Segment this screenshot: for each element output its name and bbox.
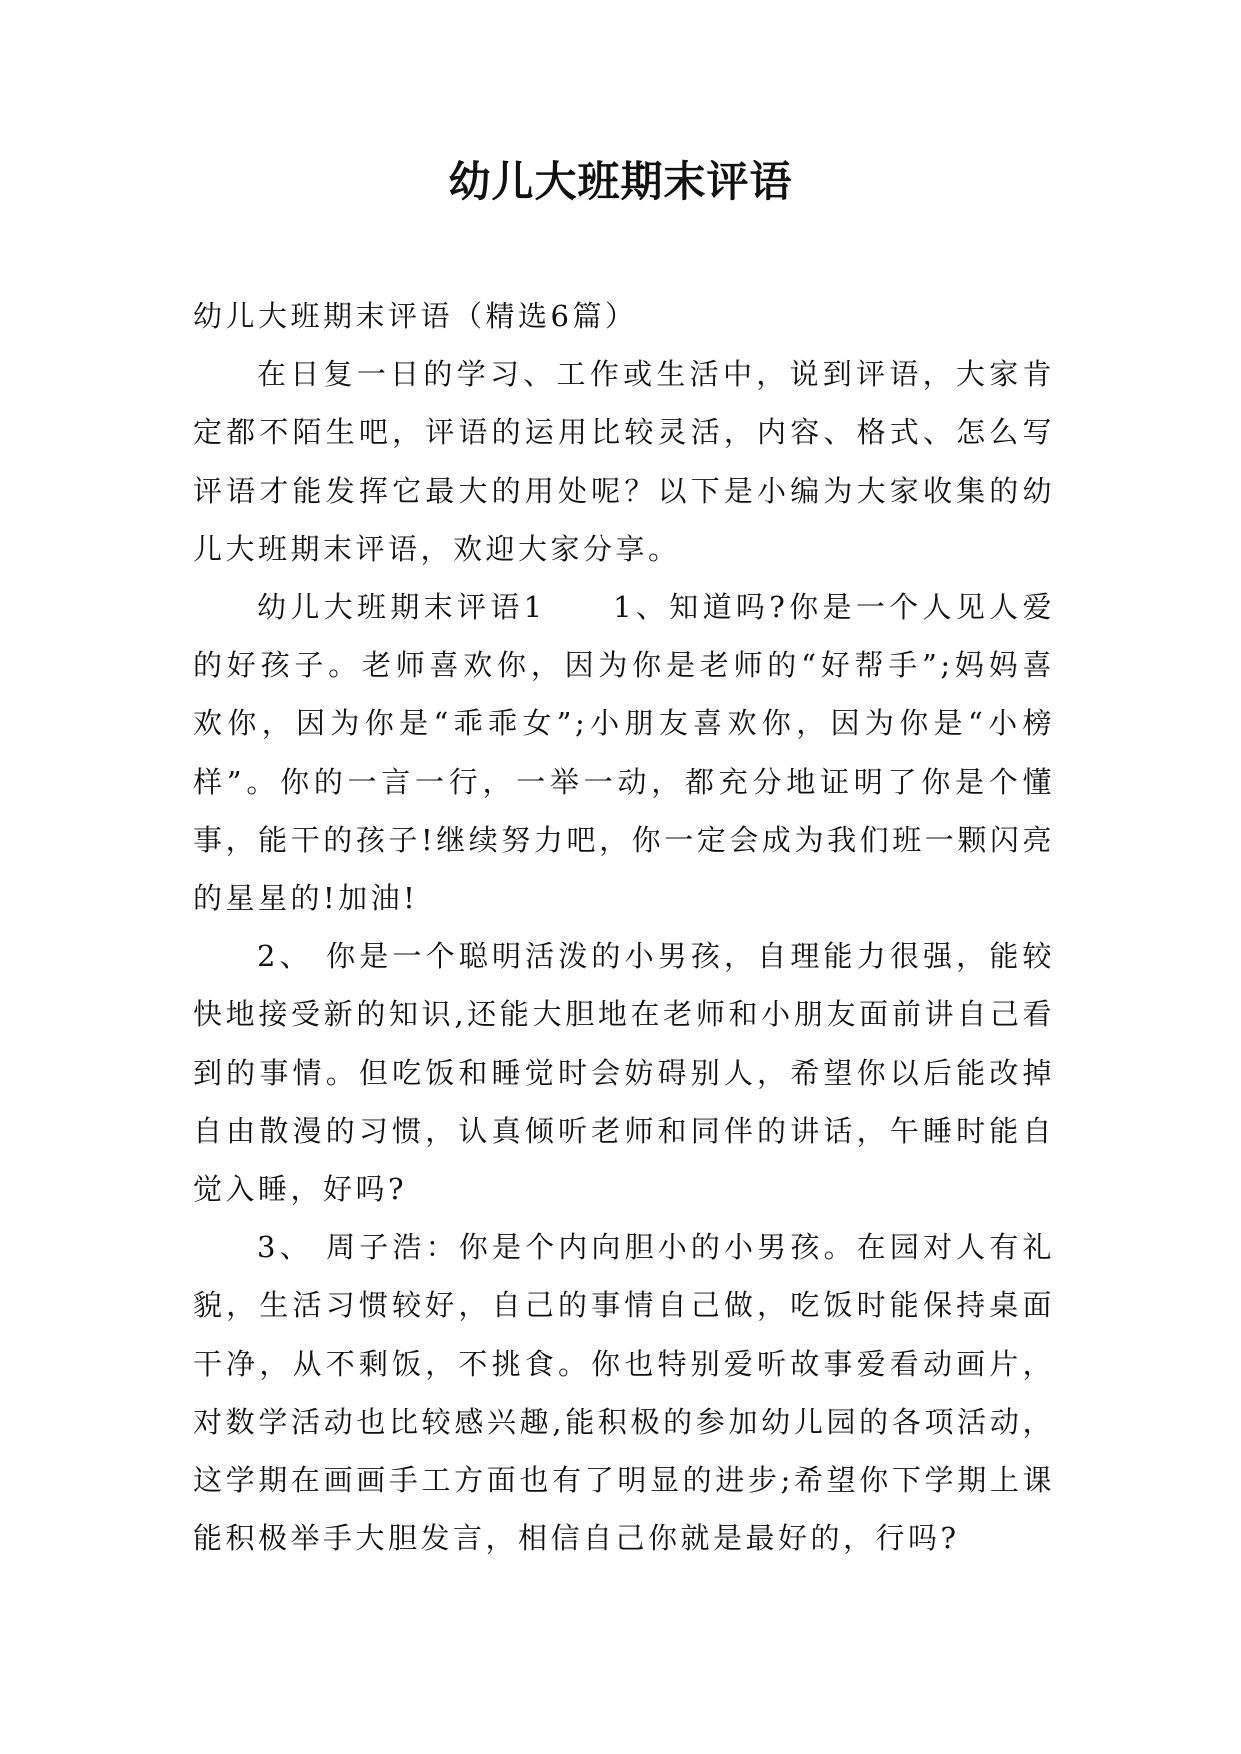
paragraph-comment-1: 幼儿大班期末评语1 1、知道吗?你是一个人见人爱的好孩子。老师喜欢你，因为你是老师的“好帮手”;妈妈喜欢你，因为你是“乖乖女”;小朋友喜欢你，因为你是“小榜样”。你的一言一行，一举一动，都充分地证明了你是个懂事，能干的孩子!继续努力吧，你一定会成为我们班一颗闪亮的星星的!加油! bbox=[193, 590, 1055, 916]
document-subtitle: 幼儿大班期末评语（精选6篇） bbox=[193, 299, 638, 333]
document-body bbox=[193, 287, 1055, 1567]
document-title: 幼儿大班期末评语 bbox=[448, 157, 793, 206]
paragraph-intro: 在日复一日的学习、工作或生活中，说到评语，大家肯定都不陌生吧，评语的运用比较灵活，内容、格式、怎么写评语才能发挥它最大的用处呢？以下是小编为大家收集的幼儿大班期末评语，欢迎大家分享。 bbox=[193, 357, 1055, 566]
paragraph-comment-2: 2、 你是一个聪明活泼的小男孩，自理能力很强，能较快地接受新的知识,还能大胆地在老师和小朋友面前讲自己看到的事情。但吃饭和睡觉时会妨碍别人，希望你以后能改掉自由散漫的习惯，认真倾听老师和同伴的讲话，午睡时能自觉入睡，好吗? bbox=[193, 939, 1055, 1207]
paragraph-comment-3: 3、 周子浩：你是个内向胆小的小男孩。在园对人有礼貌，生活习惯较好，自己的事情自己做，吃饭时能保持桌面干净，从不剩饭，不挑食。你也特别爱听故事爱看动画片，对数学活动也比较感兴趣,能积极的参加幼儿园的各项活动，这学期在画画手工方面也有了明显的进步;希望你下学期上课能积极举手大胆发言，相信自己你就是最好的，行吗? bbox=[193, 1230, 1055, 1556]
